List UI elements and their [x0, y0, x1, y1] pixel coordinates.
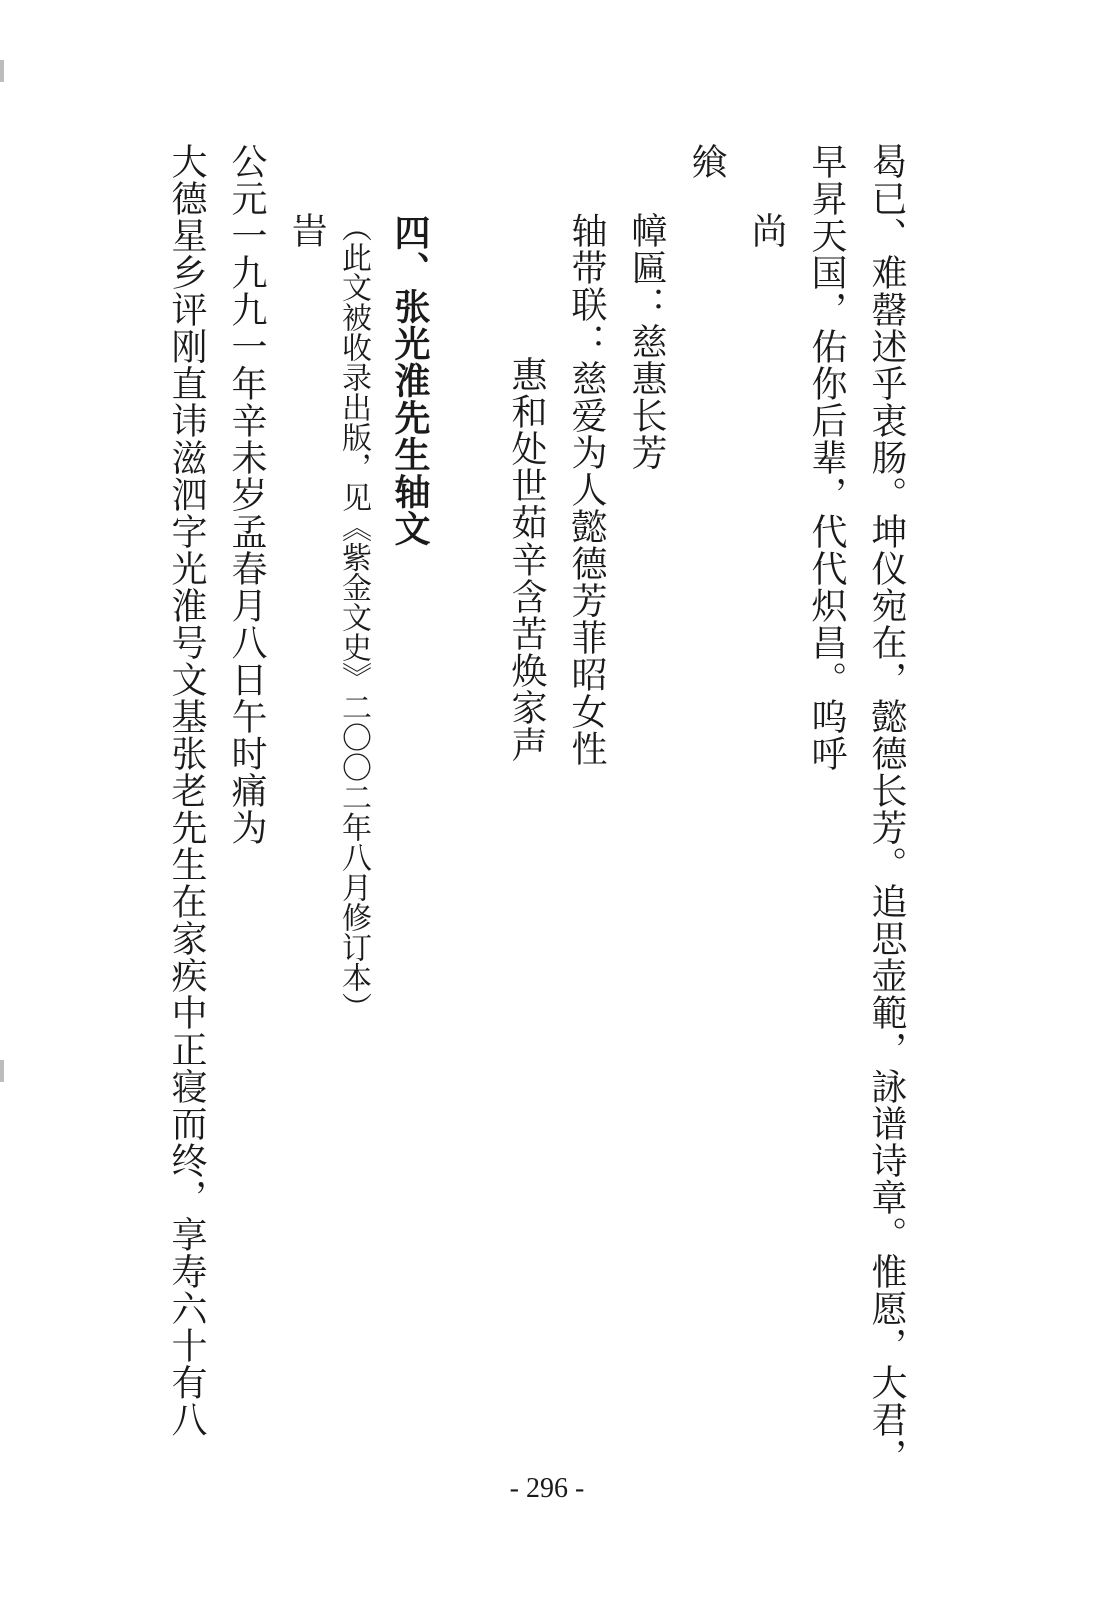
text-column-2: 早昇天国，佑你后辈，代代炽昌。呜呼: [806, 143, 847, 772]
scroll-plaque-line: 幛匾：慈惠长芳: [626, 212, 667, 471]
text-column-1: 曷已、难罄述乎衷肠。坤仪宛在，懿德长芳。追思壶範，詠谱诗章。惟愿，大君，: [866, 143, 907, 1475]
text-column-date-marker: 旹: [286, 212, 327, 249]
scan-edge-mark: [0, 1060, 4, 1082]
text-column-4: 飨: [686, 143, 727, 180]
text-column-3: 尚: [746, 212, 787, 249]
text-column-date: 公元一九九一年辛未岁孟春月八日午时痛为: [226, 143, 267, 846]
couplet-line-2: 惠和处世茹辛含苦焕家声: [506, 356, 547, 763]
section-heading: 四、张光淮先生轴文: [389, 214, 430, 547]
text-column-last: 大德星乡评刚直讳滋泗字光淮号文基张老先生在家疾中正寝而终，享寿六十有八: [166, 143, 207, 1438]
page-number: - 296 -: [509, 1473, 585, 1504]
scan-edge-mark: [0, 60, 4, 82]
section-note: （此文被收录出版，见《紫金文史》二〇〇二年八月修订本）: [336, 212, 371, 1022]
couplet-line-1: 轴带联：慈爱为人懿德芳菲昭女性: [566, 212, 607, 767]
